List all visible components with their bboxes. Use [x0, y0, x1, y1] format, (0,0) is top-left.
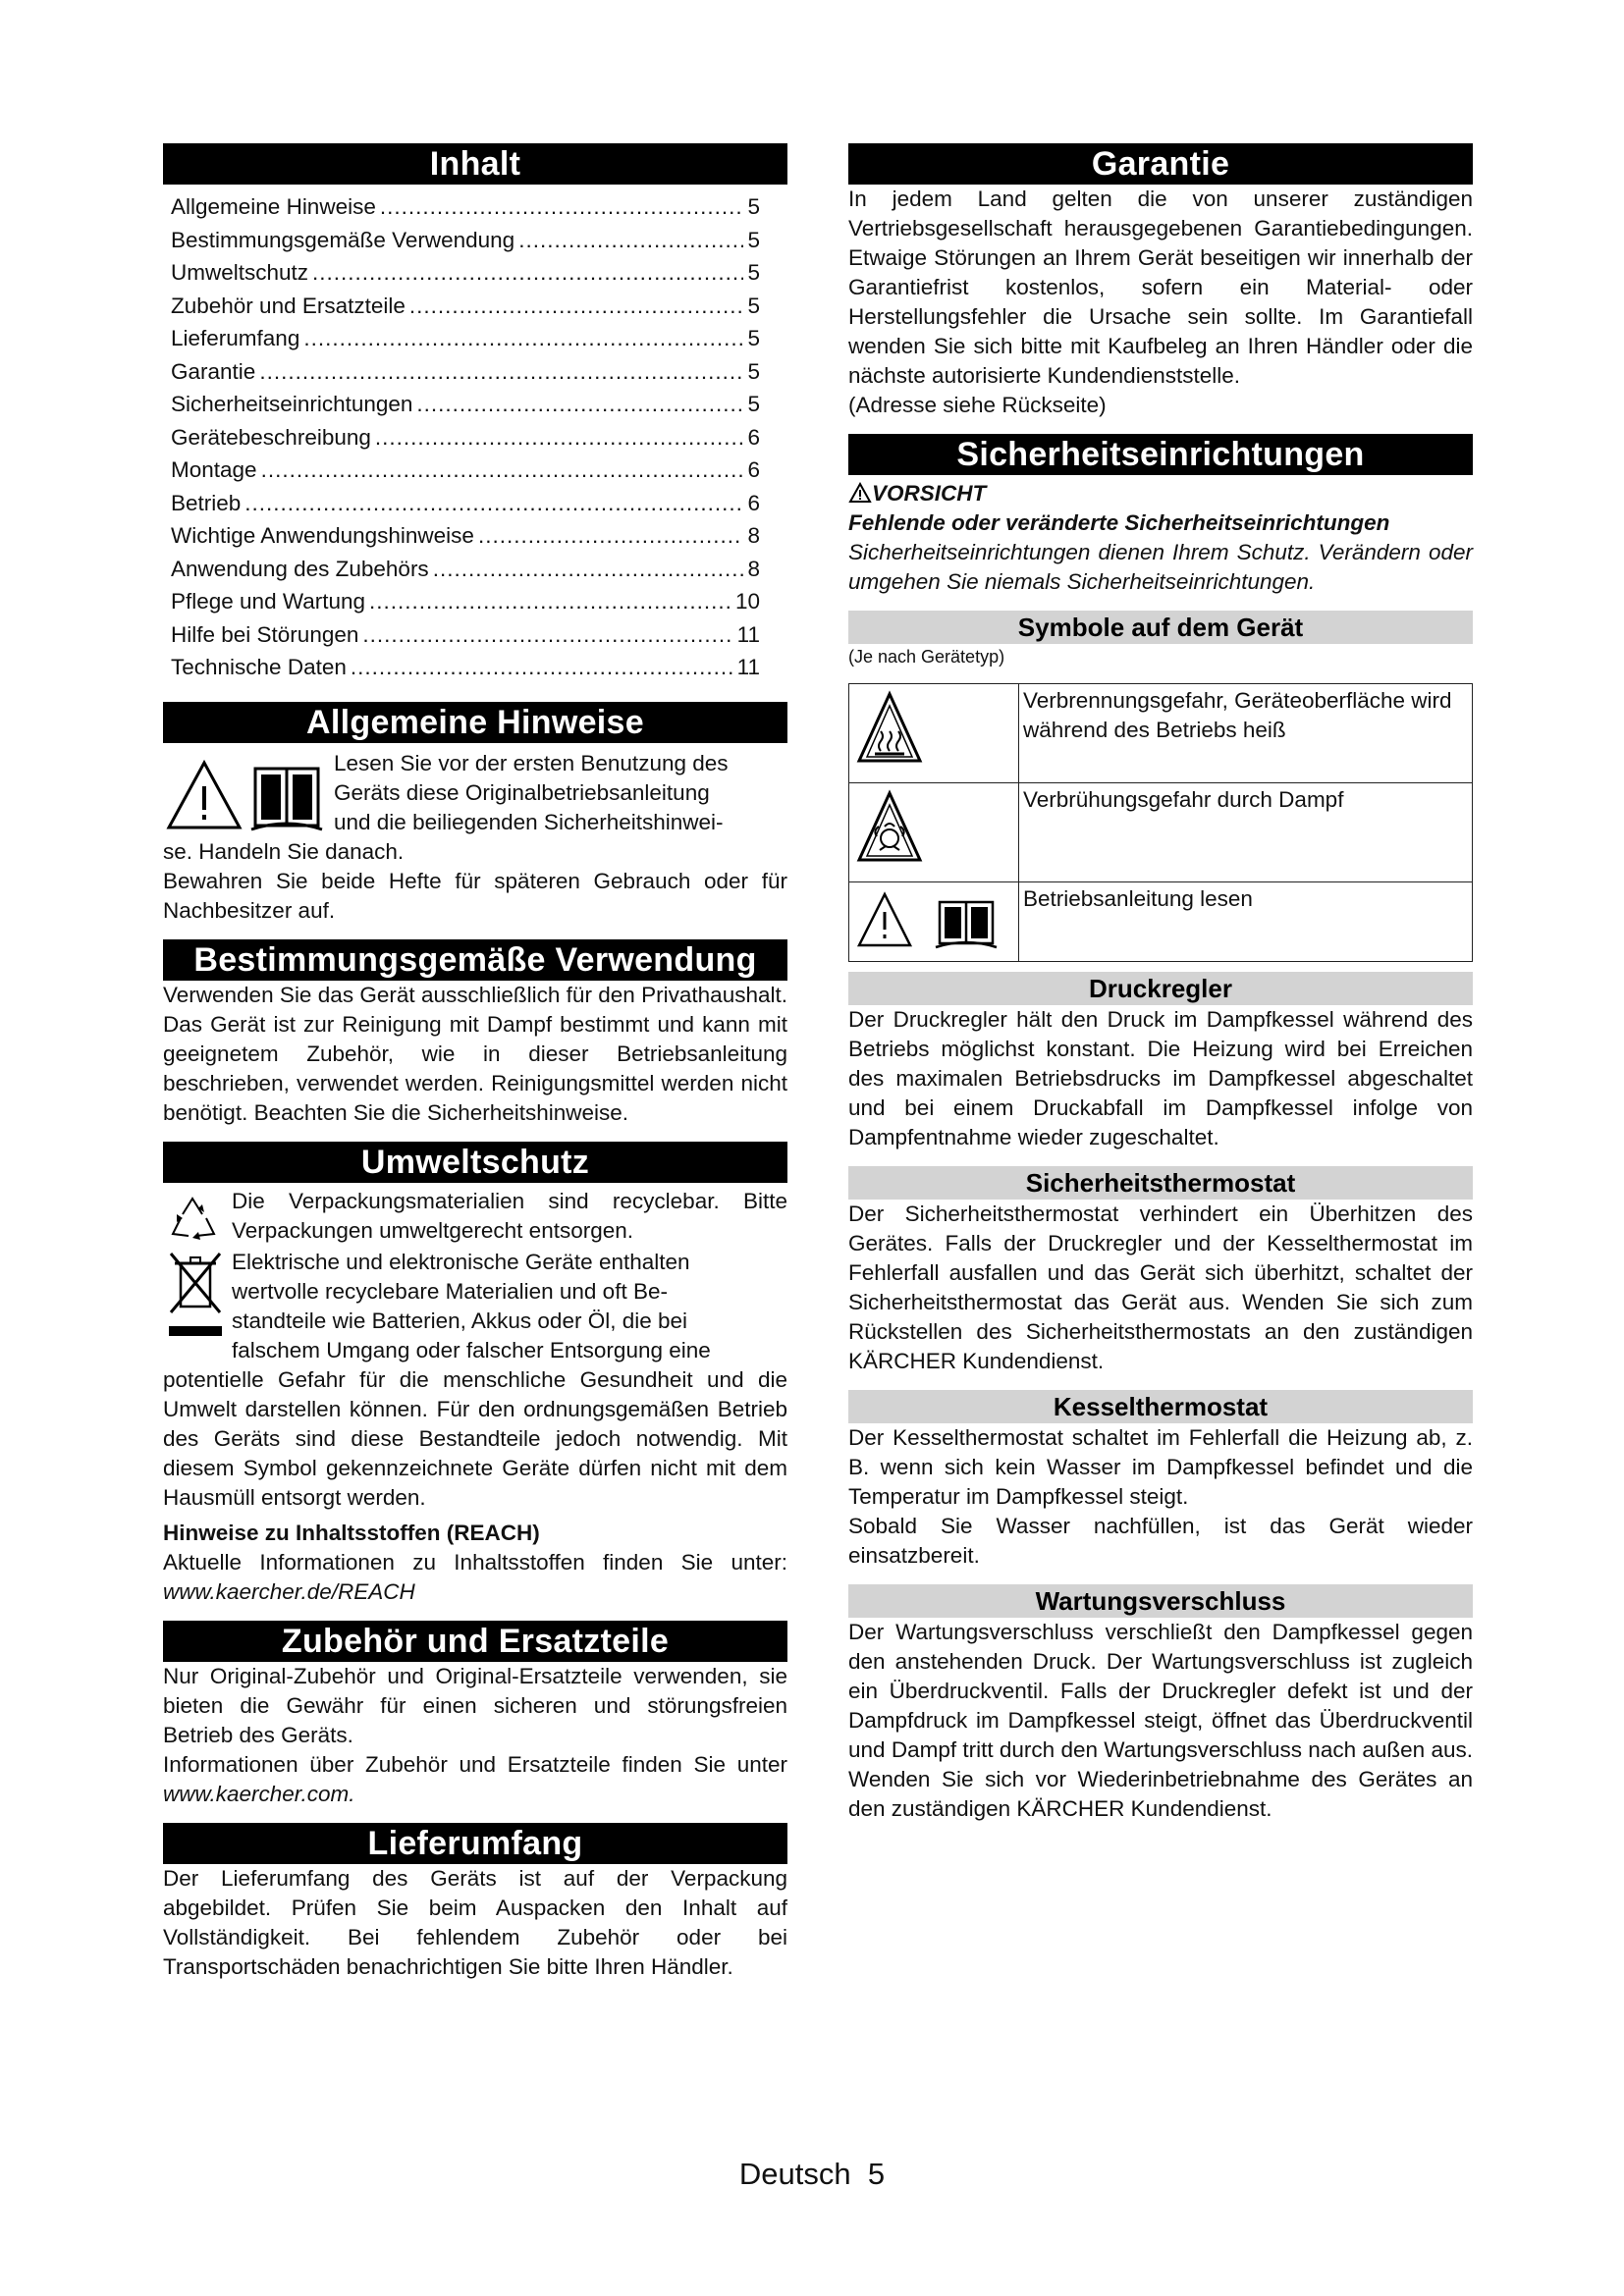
- general-notes-line: und die beiliegenden Sicherheitshinwei-: [334, 809, 724, 834]
- warranty-heading: Garantie: [848, 143, 1473, 185]
- caution-label: VORSICHT: [848, 479, 1473, 508]
- caution-text: Sicherheitseinrichtungen dienen Ihrem Schutz. Verändern oder umgehen Sie niemals Sicherheitseinrichtungen.: [848, 540, 1473, 594]
- symbols-table: [848, 683, 1473, 962]
- symbol-description: Betriebsanleitung lesen: [1019, 882, 1473, 962]
- right-column: [848, 143, 1473, 1824]
- warranty-address: (Adresse siehe Rückseite): [848, 393, 1107, 417]
- weee-text: potentielle Gefahr für die menschliche Gesundheit und die Umwelt darstellen können. Für den ordnungsgemäßen Betrieb des Geräts sind diese Bestandteile jedoch notwendig. Mit diesem Symbol gekennzeichnete Geräte dürfen nicht mit dem Hausmüll entsorgt werden.: [163, 1366, 787, 1510]
- boiler-thermostat-text: Sobald Sie Wasser nachfüllen, ist das Gerät wieder einsatzbereit.: [848, 1514, 1473, 1568]
- toc-entry[interactable]: Lieferumfang ..... 5: [171, 322, 760, 355]
- safety-devices-heading: Sicherheitseinrichtungen: [848, 434, 1473, 475]
- accessories-heading: Zubehör und Ersatzteile: [163, 1621, 787, 1662]
- service-cap-text: Der Wartungsverschluss verschließt den Dampfkessel gegen den anstehenden Druck. Der Wartungsverschluss ist zugleich ein Überdruckventil. Falls der Druckregler defekt ist und der Dampfdruck im Dampfkessel steigt, öffnet das Überdruckventil und Dampf tritt durch den Wartungsverschluss nach außen aus. Wenden Sie sich vor Wiederinbetriebnahme des Gerätes an den zuständigen KÄRCHER Kundendienst.: [848, 1620, 1473, 1821]
- device-symbols-heading: Symbole auf dem Gerät: [848, 611, 1473, 644]
- steam-scald-icon: [855, 787, 924, 866]
- safety-thermostat-heading: Sicherheitsthermostat: [848, 1166, 1473, 1200]
- toc-entry[interactable]: Montage ..... 6: [171, 454, 760, 487]
- warranty-text: In jedem Land gelten die von unserer zuständigen Vertriebsgesellschaft herausgegebenen Garantiebedingungen. Etwaige Störungen an Ihrem Gerät beseitigen wir innerhalb der Garantiefrist kostenlos, sofern ein Material- oder Herstellungsfehler die Ursache sein sollte. Im Garantiefall wenden Sie sich bitte mit Kaufbeleg an Ihren Händler oder die nächste autorisierte Kundendienststelle.: [848, 187, 1473, 388]
- delivery-heading: Lieferumfang: [163, 1823, 787, 1864]
- table-row: [849, 882, 1473, 962]
- toc-entry[interactable]: Betrieb ..... 6: [171, 487, 760, 520]
- toc-entry[interactable]: Allgemeine Hinweise ..... 5: [171, 190, 760, 224]
- general-notes-heading: Allgemeine Hinweise: [163, 702, 787, 743]
- general-notes-intro: [163, 749, 787, 837]
- accessories-link[interactable]: www.kaercher.com.: [163, 1781, 355, 1806]
- device-type-note: (Je nach Gerätetyp): [848, 647, 1005, 667]
- general-notes-text: Bewahren Sie beide Hefte für späteren Gebrauch oder für Nachbesitzer auf.: [163, 868, 787, 923]
- toc-entry[interactable]: Zubehör und Ersatzteile ..... 5: [171, 290, 760, 323]
- toc-heading: Inhalt: [163, 143, 787, 185]
- footer-language: Deutsch: [738, 2157, 851, 2191]
- toc-entry[interactable]: Sicherheitseinrichtungen ..... 5: [171, 388, 760, 421]
- toc-entry[interactable]: Wichtige Anwendungshinweise ..... 8: [171, 519, 760, 553]
- weee-line: falschem Umgang oder falscher Entsorgung eine: [232, 1337, 711, 1362]
- toc-entry[interactable]: Gerätebeschreibung ..... 6: [171, 421, 760, 454]
- general-notes-line: Lesen Sie vor der ersten Benutzung des: [334, 750, 729, 775]
- read-manual-icon: [855, 886, 1008, 949]
- weee-line: Elektrische und elektronische Geräte enthalten: [232, 1249, 690, 1274]
- accessories-info: Informationen über Zubehör und Ersatzteile finden Sie unter www.kaercher.com.: [163, 1751, 787, 1806]
- general-notes-line: Geräts diese Originalbetriebsanleitung: [334, 779, 710, 805]
- warning-read-manual-icon: [163, 749, 330, 833]
- weee-note: [163, 1248, 787, 1365]
- weee-line: standteile wie Batterien, Akkus oder Öl, die bei: [232, 1308, 688, 1333]
- reach-heading: Hinweise zu Inhaltsstoffen (REACH): [163, 1520, 540, 1545]
- symbol-description: Verbrühungsgefahr durch Dampf: [1019, 783, 1473, 882]
- toc-entry[interactable]: Bestimmungsgemäße Verwendung ..... 5: [171, 224, 760, 257]
- recycling-text: Die Verpackungsmaterialien sind recyclebar. Bitte Verpackungen umweltgerecht entsorgen.: [232, 1188, 787, 1243]
- accessories-text: Nur Original-Zubehör und Original-Ersatzteile verwenden, sie bieten die Gewähr für einen sicheren und störungsfreien Betrieb des Geräts.: [163, 1663, 787, 1747]
- caution-heading: Fehlende oder veränderte Sicherheitseinrichtungen: [848, 510, 1390, 535]
- delivery-text: Der Lieferumfang des Geräts ist auf der Verpackung abgebildet. Prüfen Sie beim Auspacken den Inhalt auf Vollständigkeit. Bei fehlendem Zubehör oder bei Transportschäden benachrichtigen Sie bitte Ihren Händler.: [163, 1865, 787, 1979]
- symbol-description: Verbrennungsgefahr, Geräteoberfläche wird während des Betriebs heiß: [1019, 684, 1473, 783]
- hot-surface-icon: [855, 688, 924, 767]
- recycling-icon: [163, 1187, 228, 1248]
- caution-triangle-icon: [848, 482, 872, 504]
- toc-entry[interactable]: Garantie ..... 5: [171, 355, 760, 389]
- reach-text: Aktuelle Informationen zu Inhaltsstoffen finden Sie unter: www.kaercher.de/REACH: [163, 1549, 787, 1604]
- crossed-bin-icon: [163, 1248, 228, 1346]
- left-column: [163, 143, 787, 1982]
- pressure-regulator-heading: Druckregler: [848, 972, 1473, 1005]
- intended-use-text: Verwenden Sie das Gerät ausschließlich für den Privathaushalt. Das Gerät ist zur Reinigung mit Dampf bestimmt und kann mit geeignetem Zubehör, wie in dieser Betriebsanleitung beschrieben, verwendet werden. Reinigungsmittel werden nicht benötigt. Beachten Sie die Sicherheitshinweise.: [163, 982, 787, 1125]
- toc-entry[interactable]: Umweltschutz ..... 5: [171, 256, 760, 290]
- table-of-contents: [163, 190, 760, 684]
- page-footer: [0, 2157, 1624, 2192]
- weee-line: wertvolle recyclebare Materialien und oft Be-: [232, 1278, 668, 1304]
- environment-heading: Umweltschutz: [163, 1142, 787, 1183]
- safety-thermostat-text: Der Sicherheitsthermostat verhindert ein Überhitzen des Gerätes. Falls der Druckregler und der Kesselthermostat im Fehlerfall ausfallen und das Gerät sich überhitzt, schaltet der Sicherheitsthermostat das Gerät aus. Wenden Sie sich zum Rückstellen des Sicherheitsthermostats an den zuständigen KÄRCHER Kundendienst.: [848, 1201, 1473, 1373]
- recycling-note: [163, 1187, 787, 1248]
- toc-entry[interactable]: Hilfe bei Störungen ..... 11: [171, 618, 760, 652]
- service-cap-heading: Wartungsverschluss: [848, 1584, 1473, 1618]
- table-row: [849, 684, 1473, 783]
- boiler-thermostat-heading: Kesselthermostat: [848, 1390, 1473, 1423]
- toc-entry[interactable]: Pflege und Wartung ..... 10: [171, 585, 760, 618]
- toc-entry[interactable]: Technische Daten ..... 11: [171, 651, 760, 684]
- pressure-regulator-text: Der Druckregler hält den Druck im Dampfkessel während des Betriebs möglichst konstant. Die Heizung wird bei Erreichen des maximalen Betriebsdrucks im Dampfkessel abgeschaltet und bei einem Druckabfall im Dampfkessel infolge von Dampfentnahme wieder zugeschaltet.: [848, 1007, 1473, 1149]
- table-row: [849, 783, 1473, 882]
- reach-link[interactable]: www.kaercher.de/REACH: [163, 1578, 415, 1604]
- toc-entry[interactable]: Anwendung des Zubehörs ..... 8: [171, 553, 760, 586]
- general-notes-text: se. Handeln Sie danach.: [163, 838, 405, 864]
- page-number: 5: [867, 2157, 886, 2191]
- intended-use-heading: Bestimmungsgemäße Verwendung: [163, 939, 787, 981]
- boiler-thermostat-text: Der Kesselthermostat schaltet im Fehlerfall die Heizung ab, z. B. wenn sich kein Wasser im Dampfkessel befindet und die Temperatur im Dampfkessel steigt.: [848, 1425, 1473, 1509]
